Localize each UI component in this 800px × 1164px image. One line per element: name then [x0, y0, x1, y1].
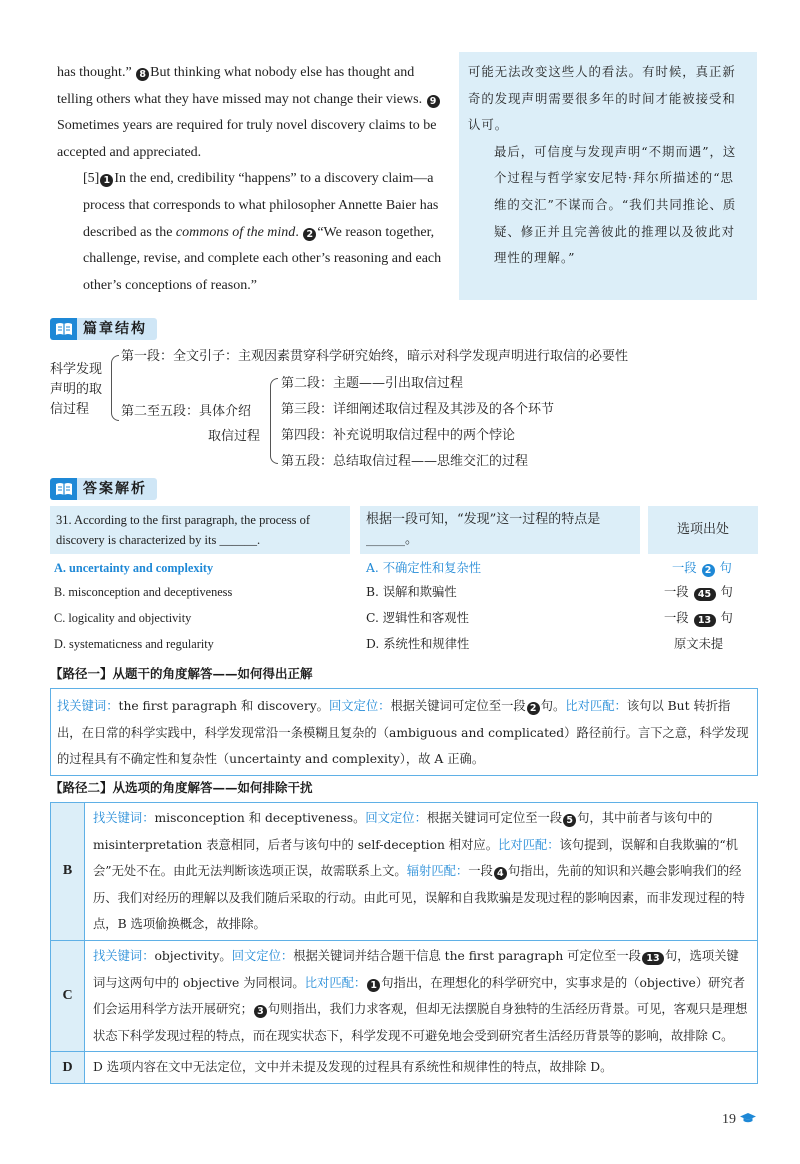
page-number: 19 [722, 1112, 756, 1128]
english-passage: has thought.” 8 But thinking what nobody else has thought and telling others what they have missed may not change their views. 9Sometimes years are required for truly novel discovery claims to be accepted and appreciated. [5] 1 In the end, credibility “happens” to a discovery claim—a process that corresponds to what philosopher Annette Baier has described as the commons of the mind. 2 “We reason together, challenge, revise, and complete each other’s reasoning and each other’s conceptions of reason.” [57, 65, 442, 293]
source-header: 选项出处 [648, 506, 758, 554]
structure-sub-item: 第二段：主题——引出取信过程 [281, 376, 464, 391]
structure-heading: 篇章结构 [50, 318, 157, 340]
structure-branch-2-label: 取信过程 [208, 429, 261, 444]
table-row [51, 941, 757, 1052]
option-b-cn: B. 误解和欺骗性 [366, 585, 457, 599]
structure-branch-1: 第一段：全文引子：主观因素贯穿科学研究始终，暗示对科学发现声明进行取信的必要性 [121, 349, 629, 364]
sentence-8-marker: 8 [136, 68, 149, 81]
graduation-cap-icon [740, 1113, 756, 1123]
sentence-9-marker: 9 [427, 95, 440, 108]
answers-heading: 答案解析 [50, 478, 157, 500]
row-letter: B [51, 803, 85, 940]
translation-paragraph: 最后，可信度与发现声明“不期而遇”，这个过程与哲学家安尼特·拜尔所描述的“思维的交汇”不谋而合。“我们共同推论、质疑、修正并且完善彼此的推理以及彼此对理性的理解。” [494, 143, 737, 266]
row-text: 找关键词：objectivity。回文定位：根据关键词并结合题干信息 the first paragraph 可定位至一段 13 句，选项关键词与这两句中的 objective 为同根词。比对匹配： 1 句指出，在理想化的科学研究中，实事求是的（objective）研究者们会运用科学方法开展研究； 3 句则指出，我们力求客观，但却无法摆脱自身独特的生活经历背景。可见，客观只是理想状态下科学发现过程的特点，而在现实状态下，科学发现不可避免地会受到研究者生活经历背景等的影响，故排除 C。 [93, 948, 748, 1043]
sentence-2-marker: 2 [303, 228, 316, 241]
route-2-table [50, 802, 758, 1084]
chinese-translation-box [459, 52, 757, 300]
question-cn: 根据一段可知，“发现”这一过程的特点是______。 [360, 506, 640, 554]
structure-sub-item: 第三段：详细阐述取信过程及其涉及的各个环节 [281, 402, 555, 417]
structure-branch-2-label: 第二至五段：具体介绍 [121, 404, 252, 419]
option-d-en: D. systematicness and regularity [54, 637, 214, 651]
option-d-source: 原文未提 [674, 637, 724, 651]
route-1-box: 找关键词：the first paragraph 和 discovery。回文定位：根据关键词可定位至一段 2 句。比对匹配：该句以 But 转折指出，在日常的科学实践中，科学发现常沿一条模糊且复杂的（ambiguous and complicated）路径前行。言下之意，科学发现的过程具有不确定性和复杂性（uncertainty and complexity），故 A 正确。 [50, 688, 758, 776]
row-letter: D [51, 1052, 85, 1083]
structure-sub-brace [270, 378, 278, 464]
row-text: 找关键词：misconception 和 deceptiveness。回文定位：根据关键词可定位至一段 5 句，其中前者与该句中的 misinterpretation 表意相同，后者与该句中的 self-deception 相对应。比对匹配：该句提到，误解和自我欺骗的“机会”无处不在。由此无法判断该选项正误，故需联系上文。辐射匹配：一段 4 句指出，先前的知识和兴趣会影响我们的经历、我们对经历的理解以及我们随后采取的行动。由此可见，误解和自我欺骗是发现过程的影响因素，而非发现过程的特点，B 选项偷换概念，故排除。 [93, 811, 745, 932]
route-1-title: 【路径一】从题干的角度解答——如何得出正解 [50, 666, 313, 681]
question-en: 31. According to the first paragraph, the process of discovery is characterized by its ______. [50, 506, 350, 554]
option-a-source: 一段 2 句 [672, 561, 732, 576]
option-c-source: 一段 13 句 [664, 611, 733, 626]
structure-brace [111, 355, 119, 421]
row-text: D 选项内容在文中无法定位，文中并未提及发现的过程具有系统性和规律性的特点，故排除 D。 [93, 1060, 613, 1075]
paragraph-5-label: [5] [83, 171, 100, 187]
option-d-cn: D. 系统性和规律性 [366, 637, 470, 651]
table-row [51, 1052, 757, 1083]
book-icon [50, 318, 77, 340]
option-c-cn: C. 逻辑性和客观性 [366, 611, 469, 625]
row-letter: C [51, 941, 85, 1051]
option-a-cn: A. 不确定性和复杂性 [366, 561, 482, 575]
sentence-1-marker: 1 [100, 174, 113, 187]
book-icon [50, 478, 77, 500]
option-a-en: A. uncertainty and complexity [54, 561, 214, 575]
route-2-title: 【路径二】从选项的角度解答——如何排除干扰 [50, 780, 313, 795]
option-b-en: B. misconception and deceptiveness [54, 585, 233, 599]
option-c-en: C. logicality and objectivity [54, 611, 192, 625]
structure-sub-item: 第四段：补充说明取信过程中的两个悖论 [281, 428, 516, 443]
table-row [51, 803, 757, 941]
translation-paragraph: 可能无法改变这些人的看法。有时候，真正新奇的发现声明需要很多年的时间才能被接受和认可。 [468, 64, 736, 133]
option-b-source: 一段 45 句 [664, 585, 733, 600]
structure-sub-item: 第五段：总结取信过程——思维交汇的过程 [281, 454, 529, 469]
structure-root: 科学发现声明的取信过程 [50, 362, 103, 417]
